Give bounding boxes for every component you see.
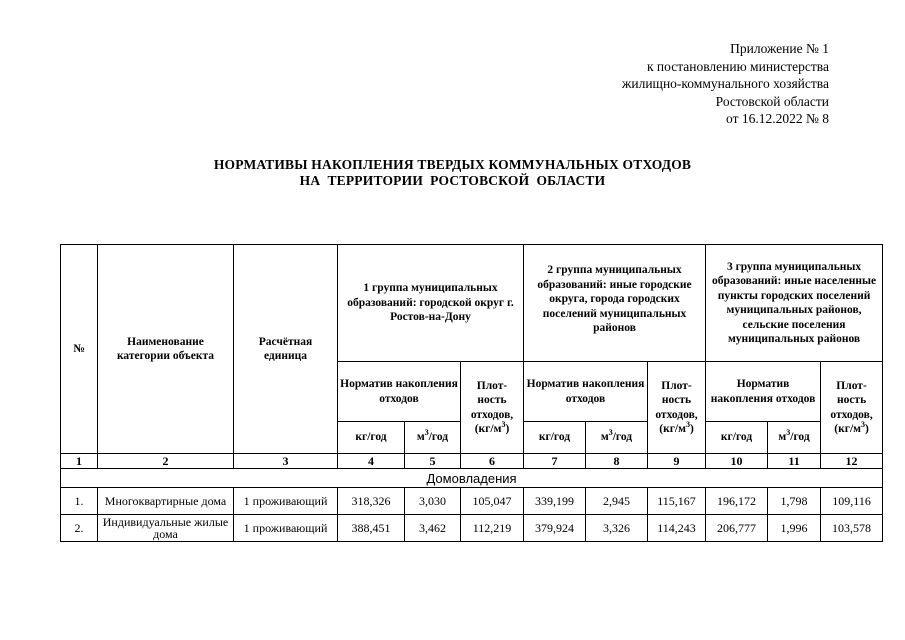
norms-table: [60, 244, 883, 542]
cell-g2-kg-year: 339,199: [524, 488, 586, 515]
superscript-3: 3: [685, 420, 690, 430]
superscript-3: 3: [786, 428, 791, 438]
cell-g3-density: 103,578: [821, 515, 883, 542]
appendix-line: Приложение № 1: [730, 41, 829, 56]
header-num: №: [61, 245, 98, 454]
appendix-line: к постановлению министерства: [646, 58, 829, 74]
density-unit-suffix: ): [689, 423, 694, 435]
header-group-2: 2 группа муниципальных образований: иные городские округа, города городских поселений муниципальных районов: [524, 245, 706, 362]
superscript-3: 3: [424, 428, 429, 438]
header-kg-year: кг/год: [338, 422, 405, 454]
column-number-row: [61, 454, 883, 469]
header-kg-year: кг/год: [524, 422, 586, 454]
density-label: Плот-ность отходов,: [830, 379, 873, 421]
column-number: 12: [821, 454, 883, 469]
header-norm-group-3: Норматив накопления отходов: [706, 362, 821, 422]
cell-g2-m3-year: 2,945: [586, 488, 648, 515]
column-number: 1: [61, 454, 98, 469]
superscript-3: 3: [860, 420, 865, 430]
cell-g1-density: 105,047: [461, 488, 524, 515]
table-row: [61, 488, 883, 515]
m3-suffix: /год: [612, 431, 633, 444]
header-group-1: 1 группа муниципальных образований: городской округ г. Ростов-на-Дону: [338, 245, 524, 362]
cell-g1-m3-year: 3,030: [405, 488, 461, 515]
header-m3-year: [768, 422, 821, 454]
row-unit: 1 проживающий: [234, 515, 338, 542]
cell-g3-kg-year: 196,172: [706, 488, 768, 515]
section-row: [61, 469, 883, 488]
column-number: 5: [405, 454, 461, 469]
document-title: [0, 157, 905, 189]
density-label: Плот-ность отходов,: [470, 379, 514, 421]
row-unit: 1 проживающий: [234, 488, 338, 515]
m3-prefix: м: [778, 431, 787, 444]
column-number: 4: [338, 454, 405, 469]
superscript-3: 3: [608, 428, 613, 438]
density-unit-prefix: (кг/м: [659, 423, 686, 435]
row-num: 1.: [61, 488, 98, 515]
superscript-3: 3: [501, 420, 506, 430]
header-category-name: Наименование категории объекта: [98, 245, 234, 454]
appendix-line: от 16.12.2022 № 8: [726, 111, 829, 127]
header-norm-group-2: Норматив накопления отходов: [524, 362, 648, 422]
cell-g2-density: 114,243: [648, 515, 706, 542]
column-number: 2: [98, 454, 234, 469]
cell-g1-kg-year: 388,451: [338, 515, 405, 542]
density-unit-prefix: (кг/м: [834, 423, 861, 435]
header-density-group-2: [648, 362, 706, 454]
column-number: 6: [461, 454, 524, 469]
column-number: 10: [706, 454, 768, 469]
m3-prefix: м: [600, 431, 609, 444]
cell-g3-density: 109,116: [821, 488, 883, 515]
header-norm-group-1: Норматив накопления отходов: [338, 362, 461, 422]
header-group-3: 3 группа муниципальных образований: иные населенные пункты городских поселений муниципальных районов, сельские поселения муниципальных районов: [706, 245, 883, 362]
title-line-2: НА ТЕРРИТОРИИ РОСТОВСКОЙ ОБЛАСТИ: [299, 173, 606, 188]
row-category: Многоквартирные дома: [98, 488, 234, 515]
cell-g2-density: 115,167: [648, 488, 706, 515]
table-row: [61, 515, 883, 542]
appendix-line: Ростовской области: [715, 93, 829, 109]
cell-g3-m3-year: 1,996: [768, 515, 821, 542]
cell-g1-density: 112,219: [461, 515, 524, 542]
density-unit-prefix: (кг/м: [474, 423, 502, 435]
column-number: 9: [648, 454, 706, 469]
density-unit-suffix: ): [864, 423, 869, 435]
header-kg-year: кг/год: [706, 422, 768, 454]
m3-suffix: /год: [428, 431, 449, 444]
cell-g2-kg-year: 379,924: [524, 515, 586, 542]
density-label: Плот-ность отходов,: [655, 379, 698, 421]
density-unit-suffix: ): [505, 423, 510, 435]
appendix-line: жилищно-коммунального хозяйства: [622, 76, 829, 92]
header-row-groups: [61, 245, 883, 362]
cell-g1-m3-year: 3,462: [405, 515, 461, 542]
cell-g3-kg-year: 206,777: [706, 515, 768, 542]
row-num: 2.: [61, 515, 98, 542]
header-density-group-1: [461, 362, 524, 454]
column-number: 8: [586, 454, 648, 469]
section-title: Домовладения: [61, 469, 883, 488]
title-line-1: НОРМАТИВЫ НАКОПЛЕНИЯ ТВЕРДЫХ КОММУНАЛЬНЫХ ОТХОДОВ: [213, 157, 692, 172]
row-category: Индивидуальные жилые дома: [98, 515, 234, 542]
cell-g3-m3-year: 1,798: [768, 488, 821, 515]
header-m3-year: [586, 422, 648, 454]
column-number: 11: [768, 454, 821, 469]
column-number: 3: [234, 454, 338, 469]
header-m3-year: [405, 422, 461, 454]
cell-g2-m3-year: 3,326: [586, 515, 648, 542]
header-unit: Расчётная единица: [234, 245, 338, 454]
appendix-block: [622, 40, 829, 128]
m3-prefix: м: [416, 431, 425, 444]
column-number: 7: [524, 454, 586, 469]
m3-suffix: /год: [790, 431, 810, 444]
header-density-group-3: [821, 362, 883, 454]
cell-g1-kg-year: 318,326: [338, 488, 405, 515]
